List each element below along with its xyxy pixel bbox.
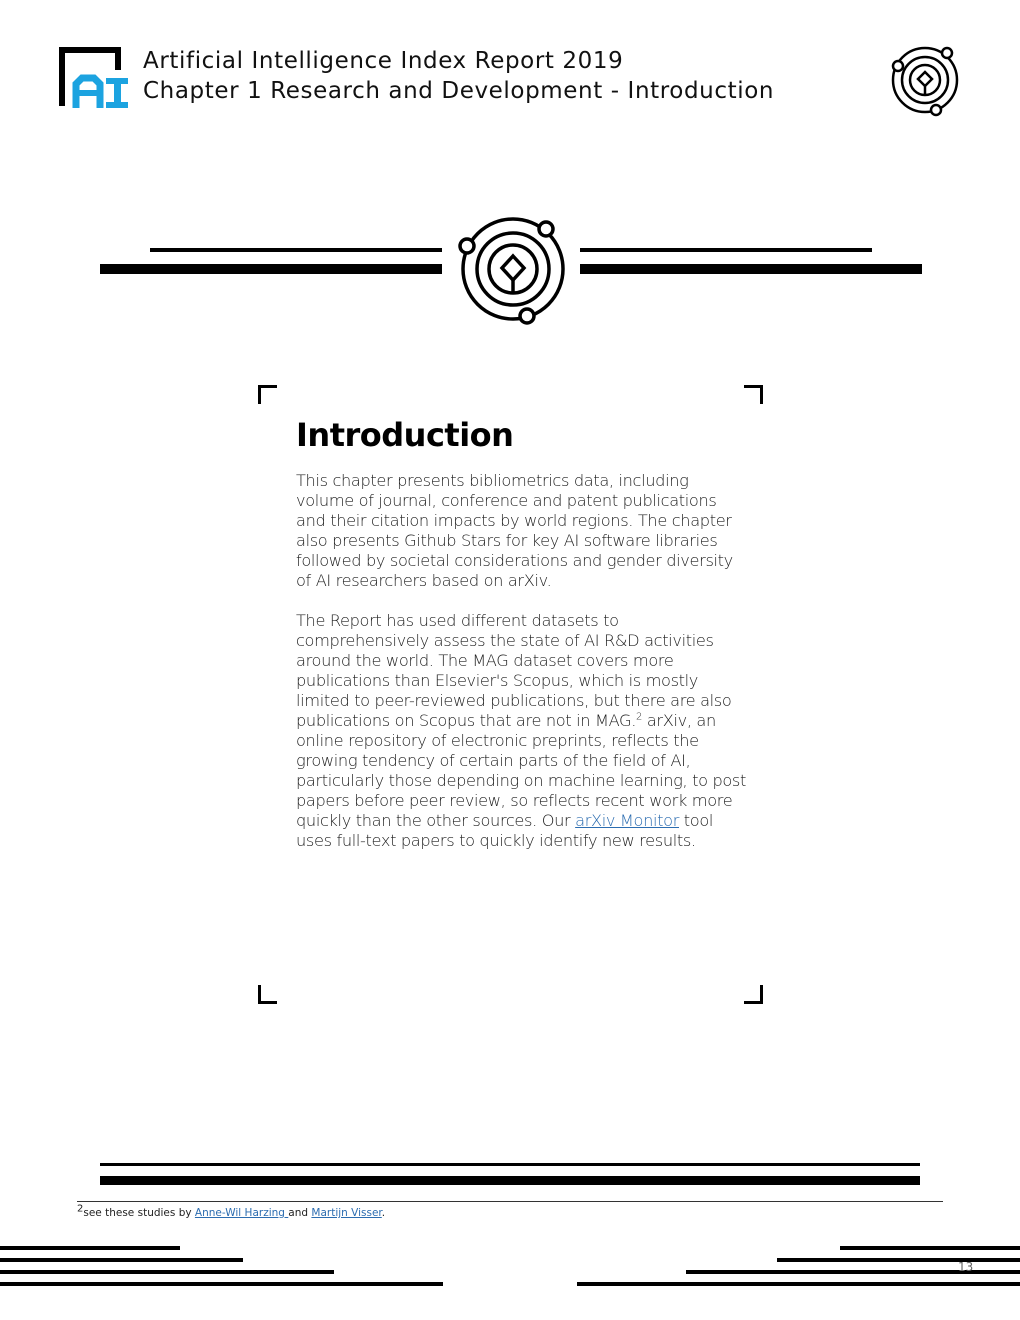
footnote-text: . — [381, 1207, 386, 1219]
paragraph-text: The Report has used different datasets to comprehensively assess the state of AI R&D activities around the world. The MAG dataset covers more publications than Elsevier's Scopus, which is mostly limited to peer-reviewed publications, but there are also publications on Scopus that are not in MAG. — [296, 611, 732, 730]
frame-corner — [744, 985, 763, 1004]
chapter-title: Chapter 1 Research and Development - Introduction — [143, 78, 775, 104]
paragraph-text: arXiv, an online repository of electronic preprints, reflects the growing tendency of certain parts of the field of AI, particularly those depending on machine learning, to post papers before peer review, so reflects recent work more quickly than the other sources. Our — [296, 711, 747, 830]
divider-line — [580, 248, 872, 252]
divider-line — [150, 248, 442, 252]
footnote-text: see these studies by — [83, 1207, 195, 1219]
section-heading: Introduction — [296, 416, 514, 454]
paragraph-text: tool uses full-text papers to quickly identify new results. — [296, 811, 714, 850]
footer-line — [840, 1246, 1020, 1250]
divider-line — [100, 1176, 920, 1185]
martijn-visser-link[interactable]: Martijn Visser — [311, 1207, 382, 1219]
footer-line — [0, 1258, 243, 1262]
divider-line — [100, 264, 442, 274]
orbit-emblem-icon — [454, 212, 572, 328]
page-number: 13 — [958, 1260, 974, 1274]
orbit-emblem-icon — [888, 44, 964, 120]
intro-paragraph: This chapter presents bibliometrics data, including volume of journal, conference and patent publications and their citation impacts by world regions. The chapter also presents Github Stars for key AI software libraries followed by societal considerations and gender diversity of AI researchers based on arXiv. — [296, 471, 733, 590]
footnote — [77, 1203, 386, 1219]
divider-line — [100, 1163, 920, 1166]
frame-corner — [258, 985, 277, 1004]
anne-wil-harzing-link[interactable]: Anne-Wil Harzing — [194, 1207, 289, 1219]
footnote-ref: 2 — [636, 711, 643, 723]
footnote-text: and — [288, 1207, 312, 1219]
frame-corner — [744, 385, 763, 404]
ai-logo-icon — [56, 44, 132, 112]
footer-line — [0, 1282, 443, 1286]
footer-line — [0, 1270, 334, 1274]
divider-line — [580, 264, 922, 274]
arxiv-monitor-link[interactable]: arXiv Monitor — [575, 811, 679, 830]
frame-corner — [258, 385, 277, 404]
footnote-marker: 2 — [77, 1203, 84, 1215]
datasets-paragraph — [296, 611, 746, 851]
footer-line — [577, 1282, 1020, 1286]
report-title: Artificial Intelligence Index Report 2019 — [143, 48, 624, 74]
footnote-rule — [77, 1201, 943, 1202]
footer-line — [0, 1246, 180, 1250]
footer-line — [777, 1258, 1020, 1262]
